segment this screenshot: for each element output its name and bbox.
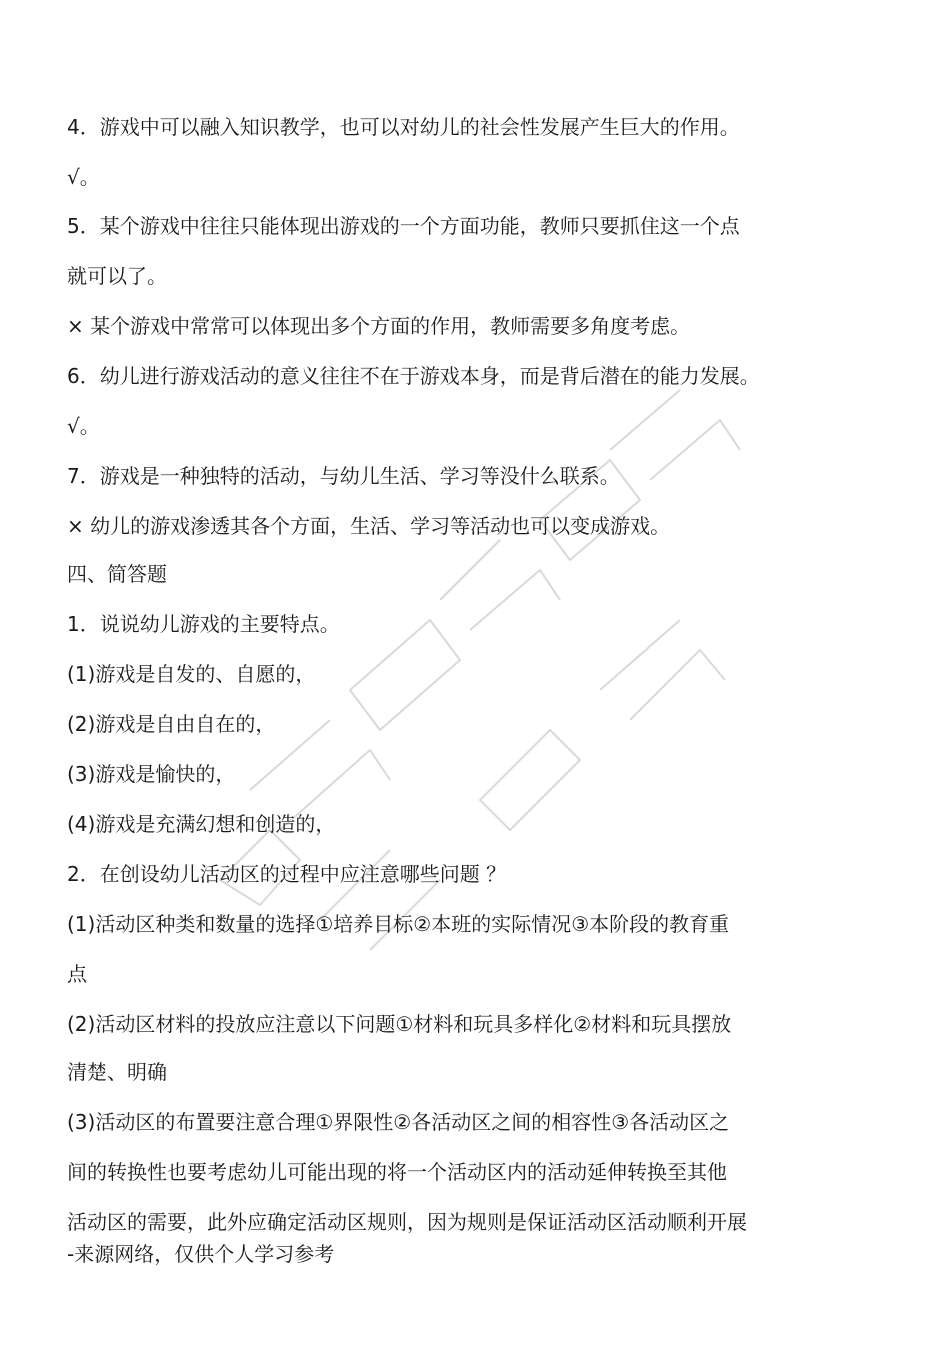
question-line: 2．在创设幼儿活动区的过程中应注意哪些问题 ？	[67, 862, 507, 886]
text-line: (1)活动区种类和数量的选择①培养目标②本班的实际情况③本阶段的教育重	[67, 912, 730, 936]
text-line: 就可以了。	[67, 264, 167, 288]
text-line: (4)游戏是充满幻想和创造的，	[67, 812, 336, 836]
text-line: (3)活动区的布置要注意合理①界限性②各活动区之间的相容性③各活动区之	[67, 1110, 730, 1134]
section-heading: 四、简答题	[67, 562, 167, 586]
text-line: 间的转换性也要考虑幼儿可能出现的将一个活动区内的活动延伸转换至其他	[67, 1160, 727, 1184]
text-line: 5．某个游戏中往往只能体现出游戏的一个方面功能，教师只要抓住这一个点	[67, 214, 740, 238]
text-line: 活动区的需要，此外应确定活动区规则，因为规则是保证活动区活动顺利开展	[67, 1210, 747, 1234]
text-line: √。	[67, 165, 100, 189]
text-line: 点	[67, 962, 87, 986]
text-line: × 幼儿的游戏渗透其各个方面，生活、学习等活动也可以变成游戏。	[67, 514, 671, 538]
source-note: -来源网络，仅供个人学习参考	[67, 1242, 335, 1266]
text-line: √。	[67, 414, 100, 438]
text-line: 4．游戏中可以融入知识教学，也可以对幼儿的社会性发展产生巨大的作用。	[67, 115, 740, 139]
text-line: 6．幼儿进行游戏活动的意义往往不在于游戏本身，而是背后潜在的能力发展。	[67, 364, 760, 388]
text-line: (3)游戏是愉快的，	[67, 762, 236, 786]
text-line: 清楚、明确	[67, 1060, 167, 1084]
text-line: × 某个游戏中常常可以体现出多个方面的作用，教师需要多角度考虑。	[67, 314, 691, 338]
question-line: 1．说说幼儿游戏的主要特点。	[67, 612, 340, 636]
text-line: 7．游戏是一种独特的活动，与幼儿生活、学习等没什么联系。	[67, 464, 620, 488]
text-line: (1)游戏是自发的、自愿的，	[67, 662, 316, 686]
text-line: (2)活动区材料的投放应注意以下问题①材料和玩具多样化②材料和玩具摆放	[67, 1012, 732, 1036]
text-line: (2)游戏是自由自在的，	[67, 712, 276, 736]
